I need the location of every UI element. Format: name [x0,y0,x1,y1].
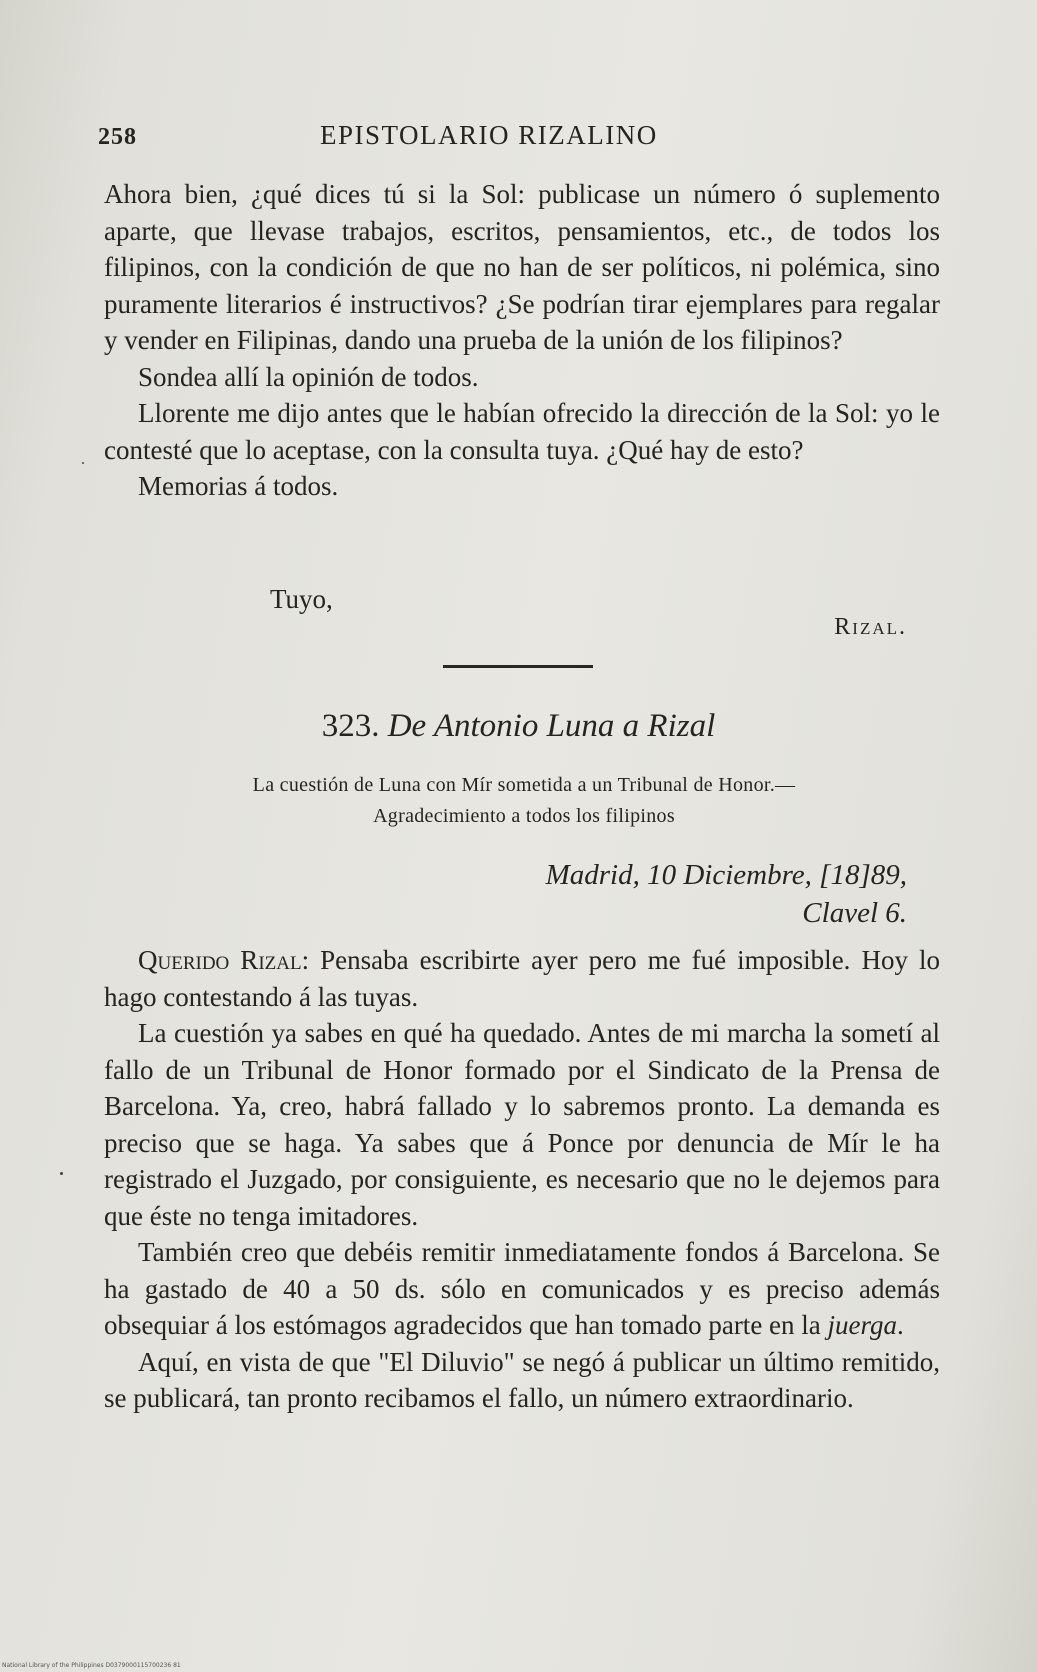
salutation: Querido Rizal: [138,945,310,975]
scan-speck [82,462,84,464]
paragraph: Sondea allí la opinión de todos. [138,361,479,392]
section-divider [443,665,593,668]
summary-line: Agradecimiento a todos los filipinos [373,805,675,827]
paragraph-text: Pensaba escribirte ayer pero me fué imposible. Hoy lo hago contestando á las tuyas. [104,945,940,1012]
paragraph [104,942,940,1015]
scan-speck [60,1172,63,1175]
paragraph: La cuestión ya sabes en qué ha quedado. Antes de mi marcha la sometí al fallo de un Tribunal de Honor formado por el Sindicato de la Prensa de Barcelona. Ya, creo, habrá fallado y lo sabremos pronto. La demanda es preciso que se haga. Ya sabes que á Ponce por denuncia de Mír le ha registrado el Juzgado, por consiguiente, es necesario que no le dejemos para que éste no tenga imitadores. [104,1018,940,1231]
previous-letter-body [104,176,940,505]
paragraph: Llorente me dijo antes que le habían ofrecido la dirección de la Sol: yo le contesté que lo aceptase, con la consulta tuya. ¿Qué hay de esto? [104,398,940,465]
italic-word: juerga [827,1310,898,1340]
paragraph [104,1234,940,1344]
signature: Rizal. [834,614,907,640]
letter-body [104,942,940,1417]
running-head: EPISTOLARIO RIZALINO [320,120,658,150]
letter-title: De Antonio Luna a Rizal [387,708,716,744]
summary-line: La cuestión de Luna con Mír sometida a un Tribunal de Honor.— [252,774,796,796]
date-place: Madrid, 10 Diciembre, [18]89, [545,859,907,891]
address: Clavel 6. [802,897,907,929]
letter-number: 323. [321,708,380,744]
paragraph: Aquí, en vista de que "El Diluvio" se negó á publicar un último remitido, se publicará, tan pronto recibamos el fallo, un número extraordinario. [104,1346,940,1413]
paragraph: Memorias á todos. [138,471,339,501]
paragraph-text: También creo que debéis remitir inmediatamente fondos á Barcelona. Se ha gastado de 40 a 50 ds. sólo en comunicados y es preciso además obsequiar á los estómagos agradecidos que han tomado parte en la [104,1237,940,1340]
dateline [546,856,907,932]
scan-footer: National Library of the Philippines D0379000115700236 81 [2,1662,181,1669]
letter-summary [104,770,944,832]
paragraph: Ahora bien, ¿qué dices tú si la Sol: publicase un número ó suplemento aparte, que llevase trabajos, escritos, pensamientos, etc., de todos los filipinos, con la condición de que no han de ser políticos, ni polémica, sino puramente literarios é instructivos? ¿Se podrían tirar ejemplares para regalar y vender en Filipinas, dando una prueba de la unión de los filipinos? [104,179,940,355]
closing: Tuyo, [270,584,333,614]
page-number: 258 [98,124,137,150]
punctuation: . [897,1310,904,1340]
letter-heading [0,708,1037,745]
